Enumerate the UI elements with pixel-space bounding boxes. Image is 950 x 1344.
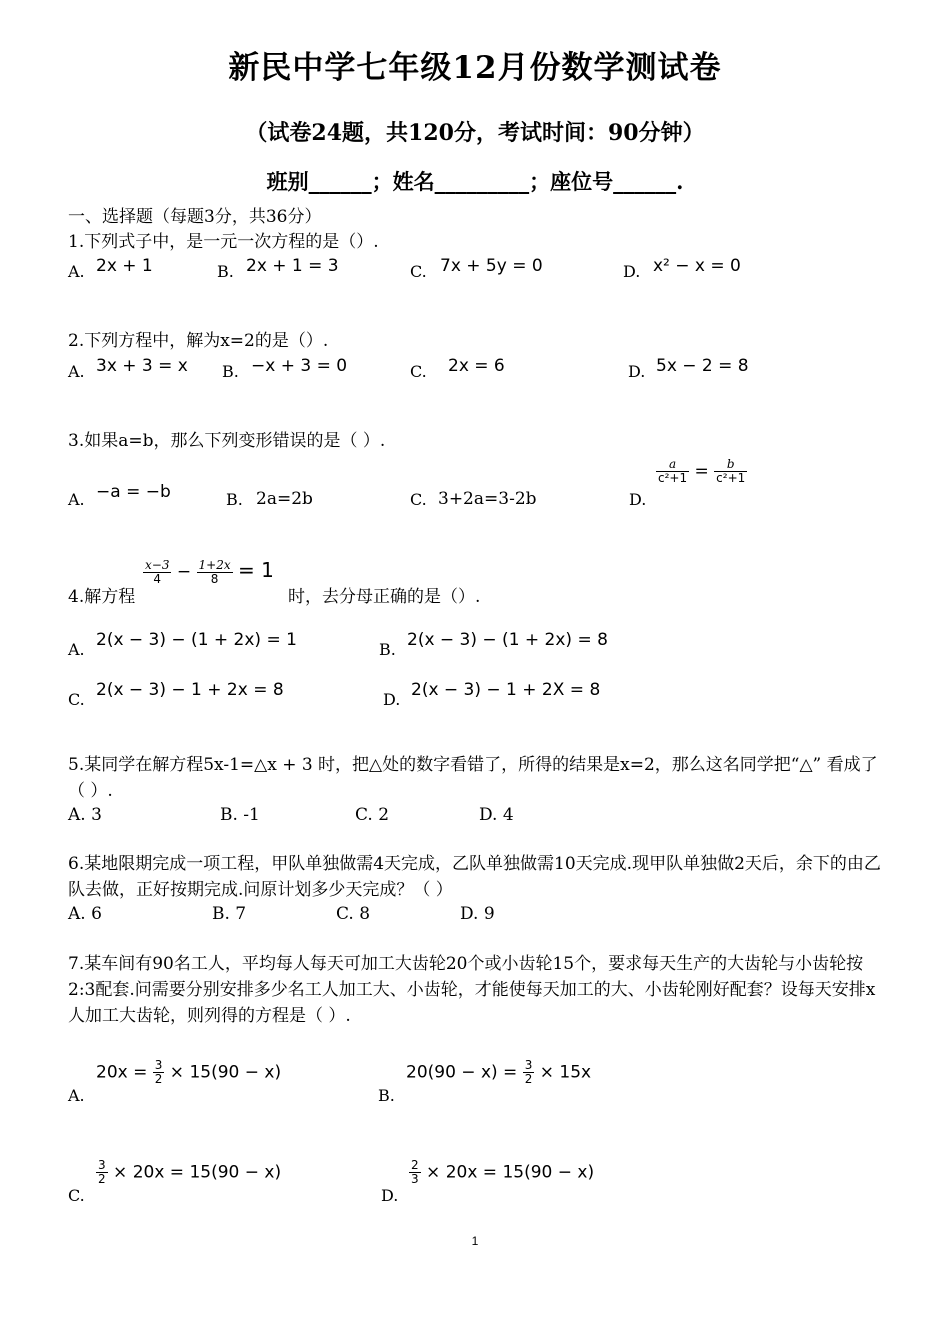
fraction: $\frac{b}{\text{c²+1}}$: [716, 457, 746, 485]
q3-option-d-label: D.: [629, 490, 647, 509]
q4-option-b-label: B.: [379, 640, 396, 659]
q1-option-b-label: B.: [217, 262, 234, 281]
q4-option-d: 2(x − 3) − 1 + 2X = 8: [411, 680, 601, 700]
q6-option-b: B. 7: [212, 904, 247, 924]
q7-option-a-label: A.: [68, 1086, 85, 1105]
question-4-stem-suffix: 时，去分母正确的是（）.: [288, 587, 481, 607]
q2-option-b: −x + 3 = 0: [251, 356, 348, 376]
q7-option-a: 20x = $\frac{3}{2}$ × 15(90 − x): [96, 1058, 282, 1086]
page-title: 新民中学七年级12月份数学测试卷: [228, 50, 722, 86]
question-3-stem: 3.如果a=b，那么下列变形错误的是（ ）.: [68, 431, 386, 451]
q7-option-d: $\frac{2}{3}$ × 20x = 15(90 − x): [411, 1158, 595, 1186]
question-4-stem-prefix: 4.解方程: [68, 587, 136, 607]
q4-option-d-label: D.: [383, 690, 401, 709]
q7-option-b: 20(90 − x) = $\frac{3}{2}$ × 15x: [406, 1058, 592, 1086]
q1-option-d: x² − x = 0: [653, 256, 741, 276]
q4-option-b: 2(x − 3) − (1 + 2x) = 8: [407, 630, 608, 650]
q7-option-c: $\frac{3}{2}$ × 20x = 15(90 − x): [98, 1158, 282, 1186]
q2-option-c: 2x = 6: [448, 356, 505, 376]
q1-option-b: 2x + 1 = 3: [246, 256, 339, 276]
question-5-stem: 5.某同学在解方程5x-1=△x + 3 时，把△处的数字看错了，所得的结果是x=2，那么这名同学把“△” 看成了（ ）.: [68, 755, 878, 801]
student-info-line: 班别______；姓名_________；座位号______.: [266, 169, 684, 194]
fraction: $\frac{2}{3}$: [411, 1158, 419, 1186]
question-1-stem: 1.下列式子中，是一元一次方程的是（）.: [68, 232, 379, 252]
q5-option-d: D. 4: [479, 805, 514, 825]
fraction: $\frac{3}{2}$: [524, 1058, 533, 1086]
q1-option-d-label: D.: [623, 262, 641, 281]
q6-option-c: C. 8: [336, 904, 371, 924]
fraction: $\frac{1+2x}{8}$: [198, 557, 231, 586]
fraction: $\frac{a}{\text{c²+1}}$: [658, 457, 688, 485]
q2-option-d-label: D.: [628, 362, 646, 381]
q4-option-c-label: C.: [68, 690, 85, 709]
q3-option-c-label: C.: [410, 490, 427, 509]
q2-option-d: 5x − 2 = 8: [656, 356, 749, 376]
section-heading: 一、选择题（每题3分，共36分）: [68, 207, 322, 227]
fraction: $\frac{x-3}{4}$: [145, 557, 170, 586]
question-7-stem: 7.某车间有90名工人，平均每人每天可加工大齿轮20个或小齿轮15个，要求每天生产的大齿轮与小齿轮按2:3配套.问需要分别安排多少名工人加工大、小齿轮，才能使每天加工的大、小齿轮刚好配套？设每天安排x人加工大齿轮，则列得的方程是（ ）.: [68, 954, 876, 1026]
q1-option-c-label: C.: [410, 262, 427, 281]
q7-option-c-label: C.: [68, 1186, 85, 1205]
q3-option-d: $\frac{a}{\text{c²+1}}$ = $\frac{b}{\text{c²+1}}$: [658, 457, 746, 485]
page-number: 1: [471, 1234, 479, 1248]
q7-option-d-label: D.: [381, 1186, 399, 1205]
question-2-stem: 2.下列方程中，解为x=2的是（）.: [68, 331, 329, 351]
q5-option-b: B. -1: [220, 805, 260, 825]
q3-option-c: 3+2a=3-2b: [438, 489, 537, 509]
q1-option-a: 2x + 1: [96, 256, 153, 276]
q6-option-a: A. 6: [68, 904, 102, 924]
q7-option-b-label: B.: [378, 1086, 395, 1105]
fraction: $\frac{3}{2}$: [98, 1158, 106, 1186]
q4-option-a-label: A.: [68, 640, 85, 659]
q3-option-b: 2a=2b: [256, 489, 313, 509]
q5-option-a: A. 3: [68, 805, 102, 825]
q3-option-b-label: B.: [226, 490, 243, 509]
q2-option-c-label: C.: [410, 362, 427, 381]
q4-option-c: 2(x − 3) − 1 + 2x = 8: [96, 680, 284, 700]
q2-option-a: 3x + 3 = x: [96, 356, 188, 376]
fraction: $\frac{3}{2}$: [154, 1058, 163, 1086]
q1-option-a-label: A.: [68, 262, 85, 281]
q5-option-c: C. 2: [355, 805, 390, 825]
q3-option-a: −a = −b: [96, 482, 171, 502]
question-6-stem: 6.某地限期完成一项工程，甲队单独做需4天完成，乙队单独做需10天完成.现甲队单独做2天后，余下的由乙队去做，正好按期完成.问原计划多少天完成？（ ）: [68, 854, 881, 900]
exam-subtitle: （试卷24题，共120分，考试时间：90分钟）: [245, 120, 705, 146]
q4-equation: $\frac{x-3}{4}$ − $\frac{1+2x}{8}$ = 1: [145, 557, 274, 586]
q2-option-b-label: B.: [222, 362, 239, 381]
q6-option-d: D. 9: [460, 904, 495, 924]
q4-option-a: 2(x − 3) − (1 + 2x) = 1: [96, 630, 297, 650]
q1-option-c: 7x + 5y = 0: [440, 256, 543, 276]
q3-option-a-label: A.: [68, 490, 85, 509]
q2-option-a-label: A.: [68, 362, 85, 381]
